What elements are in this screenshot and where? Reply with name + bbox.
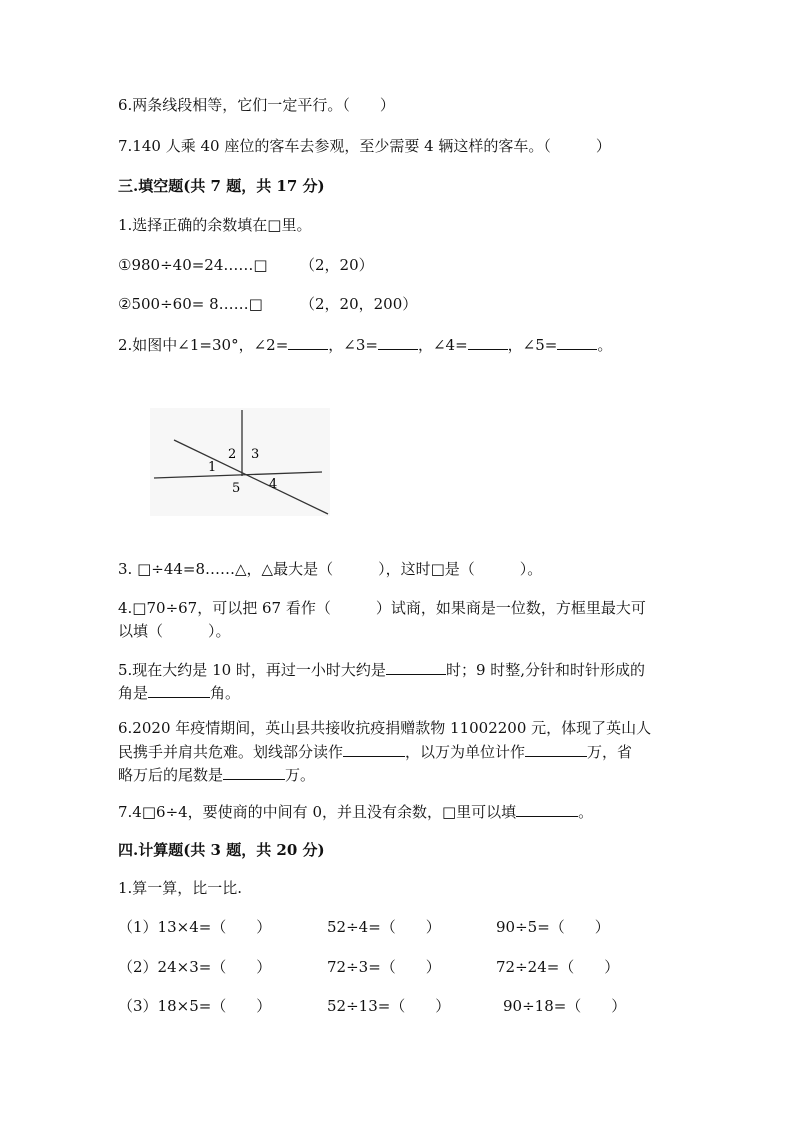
fill-q1-b-options: （2，20，200） (300, 295, 418, 313)
section4-title: 四.计算题(共 3 题，共 20 分) (118, 841, 325, 859)
blank-q5-angle (148, 681, 210, 698)
fill-q6-text-e: 万。 (285, 766, 316, 784)
fill-q6-text-d: 略万后的尾数是 (118, 766, 224, 784)
calc-cell: （2）24×3=（ ） (118, 958, 272, 976)
fill-q7-text-a: 7.4□6÷4，要使商的中间有 0，并且没有余数，□里可以填 (118, 803, 517, 821)
fill-q2-suffix: 。 (597, 336, 613, 354)
angle-label-5: 5 (232, 481, 241, 496)
angle-label-3: 3 (251, 447, 260, 462)
blank-q5-hour (386, 658, 446, 675)
fill-q1: 1.选择正确的余数填在□里。 (118, 216, 312, 234)
fill-q2 (118, 333, 612, 356)
fill-q7-text-b: 。 (578, 803, 594, 821)
blank-angle4 (468, 333, 508, 350)
fill-q6-text-c: 万，省 (587, 743, 633, 761)
blank-q6-read (343, 740, 405, 757)
angle-label-4: 4 (269, 477, 278, 492)
fill-q6-text-a: 民携手并肩共危难。划线部分读作 (118, 743, 344, 761)
fill-q4-line1: 4.□70÷67，可以把 67 看作（ ）试商，如果商是一位数，方框里最大可 (118, 599, 646, 617)
judge-q7: 7.140 人乘 40 座位的客车去参观，至少需要 4 辆这样的客车。（ ） (118, 137, 611, 155)
fill-q6-line1: 6.2020 年疫情期间，英山县共接收抗疫捐赠款物 11002200 元，体现了英山人 (118, 719, 652, 737)
calc-cell: 72÷3=（ ） (327, 958, 441, 976)
fill-q5-text-b: 时；9 时整,分针和时针形成的 (445, 661, 646, 679)
fill-q2-p3: ，∠3= (328, 336, 378, 354)
fill-q6-text-b: ，以万为单位计作 (405, 743, 526, 761)
figure-horizontal-line (154, 472, 322, 478)
fill-q6-line2 (118, 740, 632, 763)
blank-angle5 (557, 333, 597, 350)
blank-q7 (516, 800, 578, 817)
fill-q2-prefix: 2.如图中∠1=30°，∠2= (118, 336, 289, 354)
fill-q1-b: ②500÷60= 8……□ (118, 295, 263, 313)
blank-q6-round (223, 763, 285, 780)
blank-angle3 (378, 333, 418, 350)
fill-q5-text-c: 角是 (118, 684, 149, 702)
fill-q3: 3. □÷44=8……△，△最大是（ ），这时□是（ ）。 (118, 560, 543, 578)
fill-q5-line2 (118, 681, 240, 704)
blank-angle2 (288, 333, 328, 350)
calc-cell: （3）18×5=（ ） (118, 997, 272, 1015)
fill-q2-p5: ，∠5= (507, 336, 558, 354)
calc-cell: 52÷13=（ ） (327, 997, 451, 1015)
calc-cell: （1）13×4=（ ） (118, 918, 272, 936)
fill-q7 (118, 800, 593, 823)
section3-title: 三.填空题(共 7 题，共 17 分) (118, 177, 325, 195)
calc-cell: 90÷5=（ ） (496, 918, 610, 936)
calc-cell: 90÷18=（ ） (503, 997, 627, 1015)
fill-q2-p4: ，∠4= (417, 336, 468, 354)
fill-q1-a: ①980÷40=24……□ (118, 256, 268, 274)
blank-q6-wan (525, 740, 587, 757)
fill-q6-line3 (118, 763, 315, 786)
fill-q5-text-a: 5.现在大约是 10 时，再过一小时大约是 (118, 661, 386, 679)
calc-q1: 1.算一算，比一比. (118, 879, 243, 897)
fill-q4-line2: 以填（ ）。 (118, 622, 231, 640)
fill-q5-text-d: 角。 (210, 684, 241, 702)
angle-label-2: 2 (228, 447, 237, 462)
fill-q1-a-options: （2，20） (300, 256, 374, 274)
angle-figure (150, 408, 330, 516)
calc-cell: 52÷4=（ ） (327, 918, 441, 936)
angle-label-1: 1 (208, 460, 217, 475)
fill-q5-line1 (118, 658, 645, 681)
judge-q6: 6.两条线段相等，它们一定平行。（ ） (118, 96, 395, 114)
calc-cell: 72÷24=（ ） (496, 958, 620, 976)
